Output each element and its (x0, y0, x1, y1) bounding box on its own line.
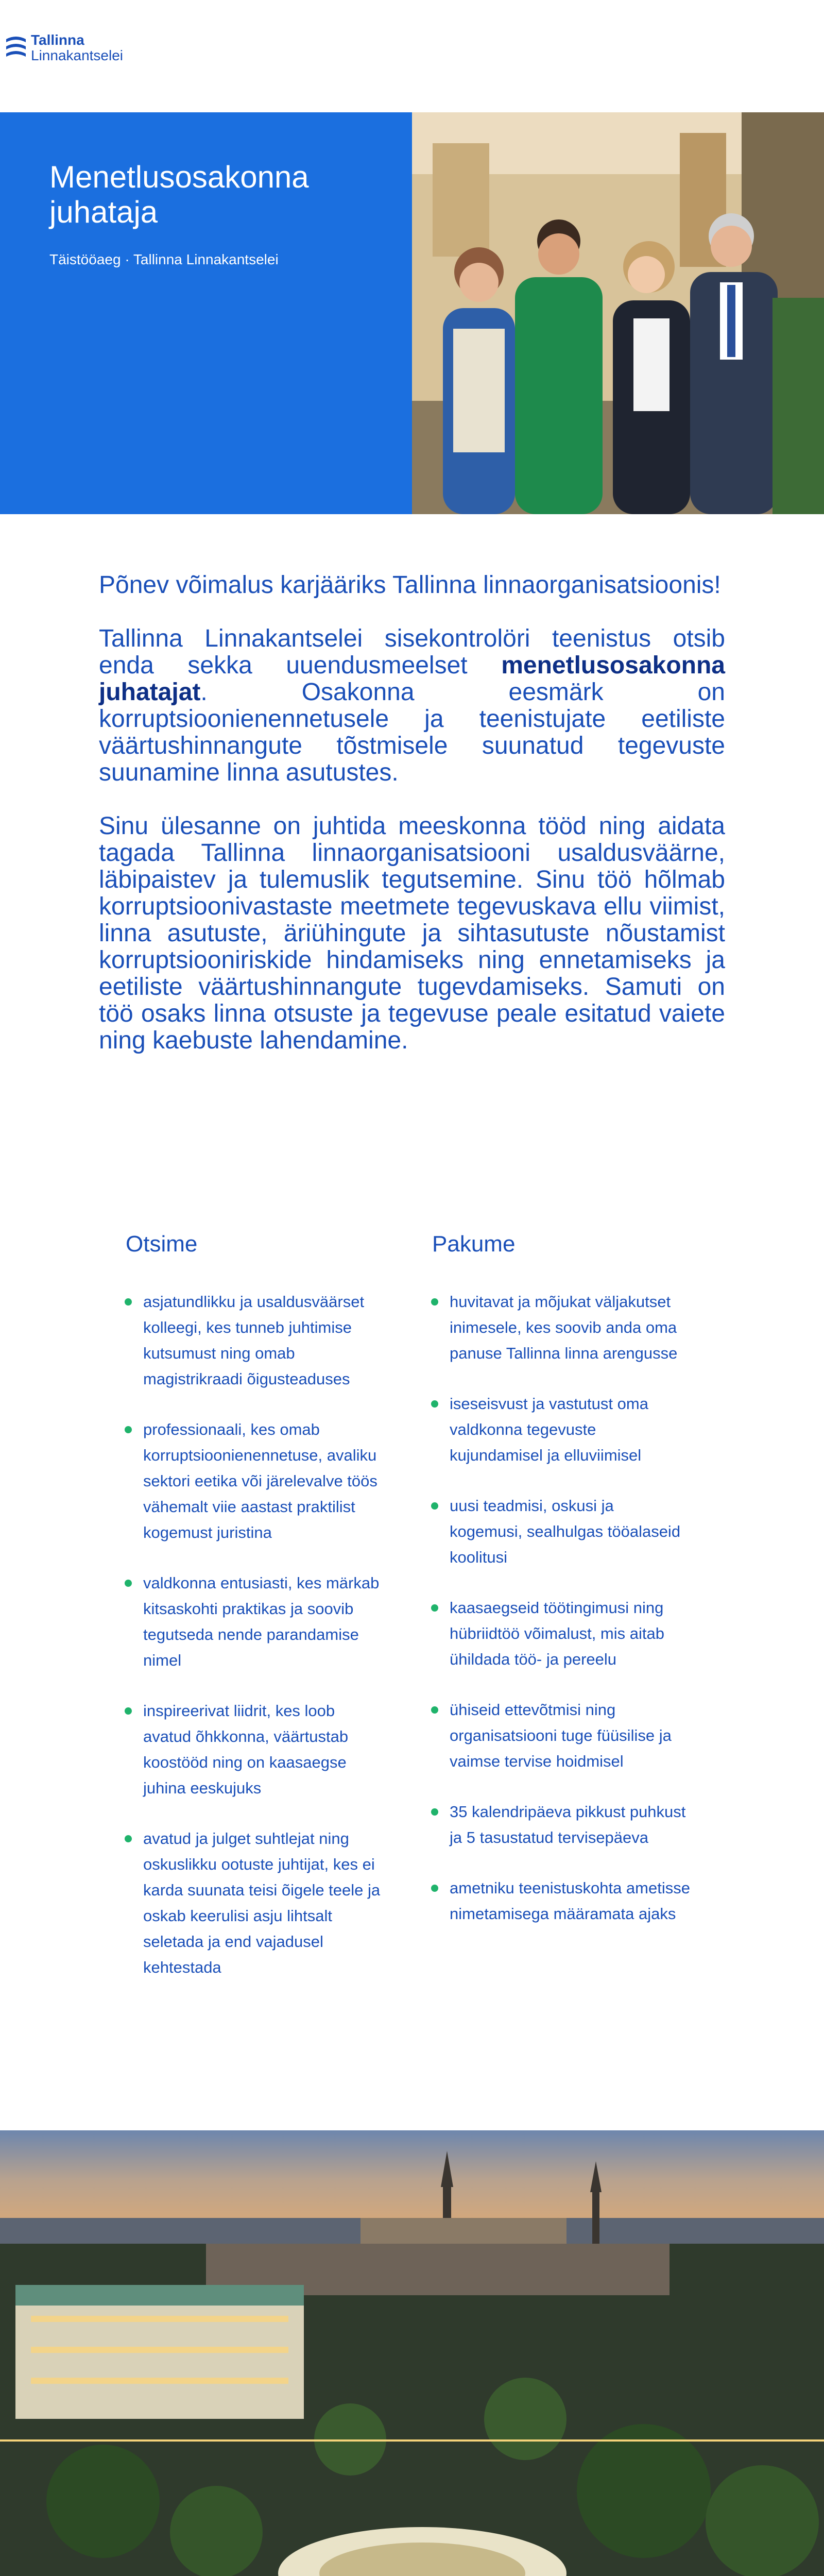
tallinna-linnakantselei-logo[interactable] (4, 30, 123, 66)
offering-title: Pakume (432, 1231, 516, 1257)
logo-line-2: Linnakantselei (31, 47, 124, 63)
list-item: uusi teadmisi, oskusi ja kogemusi, sealhulgas tööalaseid koolitusi (423, 1493, 691, 1570)
logo-line-1: Tallinna (31, 32, 84, 48)
top-header (0, 0, 824, 112)
city-panorama-photo (0, 2130, 824, 2576)
list-item: ühiseid ettevõtmisi ning organisatsiooni tuge füüsilise ja vaimse tervise hoidmisel (423, 1697, 691, 1774)
list-item: ametniku teenistuskohta ametisse nimetamisega määramata ajaks (423, 1875, 691, 1927)
list-item: iseseisvust ja vastutust oma valdkonna tegevuste kujundamisel ja elluviimisel (423, 1391, 691, 1468)
list-item: huvitavat ja mõjukat väljakutset inimesele, kes soovib anda oma panuse Tallinna linna arengusse (423, 1289, 691, 1366)
list-item: professionaali, kes omab korruptsioonienennetuse, avaliku sektori eetika või järelevalve töös vähemalt viie aastast praktilist kogemust juristina (116, 1417, 384, 1546)
seeking-column (116, 1231, 402, 2005)
list-item: avatud ja julget suhtlejat ning oskuslikku ootuste juhtijat, kes ei karda suunata teisi õigele teele ja oskab keerulisi asju lihtsalt seletada ja end vajadusel kehtestada (116, 1826, 384, 1980)
list-item: valdkonna entusiasti, kes märkab kitsaskohti praktikas ja soovib tegutseda nende parandamise nimel (116, 1570, 384, 1673)
offering-column (423, 1231, 709, 2005)
intro-lead: Põnev võimalus karjääriks Tallinna linnaorganisatsioonis! (99, 571, 721, 599)
job-subtitle: Täistööaeg · Tallinna Linnakantselei (49, 251, 279, 267)
hero-text-panel (0, 112, 412, 514)
list-item: 35 kalendripäeva pikkust puhkust ja 5 tasustatud tervisepäeva (423, 1799, 691, 1851)
job-description (99, 572, 725, 1081)
team-photo (412, 112, 824, 514)
job-title: Menetlusosakonna juhataja (49, 160, 309, 229)
list-item: asjatundlikku ja usaldusväärset kolleegi, kes tunneb juhtimise kutsumust ning omab magistrikraadi õigusteaduses (116, 1289, 384, 1392)
tallinn-shield-icon (4, 30, 28, 66)
intro-paragraph-2: Sinu ülesanne on juhtida meeskonna tööd ning aidata tagada Tallinna linnaorganisatsiooni usaldusväärne, läbipaistev ja tulemuslik tegutsemine. Sinu töö hõlmab korruptsioonivastaste meetmete tegevuskava ellu viimist, linna asutuste, äriühingute ja sihtasutuste nõustamist korruptsiooniriskide hindamiseks ning ennetamiseks ja eetiliste väärtushinnangute tugevdamiseks. Samuti on töö osaks linna otsuste ja tegevuse peale esitatud vaiete ning kaebuste lahendamine. (99, 812, 725, 1054)
list-item: kaasaegseid töötingimusi ning hübriidtöö võimalust, mis aitab ühildada töö- ja pereelu (423, 1595, 691, 1672)
seeking-title: Otsime (126, 1231, 198, 1257)
list-item: inspireerivat liidrit, kes loob avatud õhkkonna, väärtustab koostööd ning on kaasaegse juhina eeskujuks (116, 1698, 384, 1801)
requirements-and-offers (116, 1231, 709, 2005)
hero-banner (0, 112, 824, 514)
intro-paragraph-1: Tallinna Linnakantselei sisekontrolöri teenistus otsib enda sekka uuendusmeelset menetlusosakonna juhatajat. Osakonna eesmärk on korruptsioonienennetusele ja teenistujate eetiliste väärtushinnangute tõstmisele suunatud tegevuste suunamine linna asutustes. (99, 625, 725, 786)
